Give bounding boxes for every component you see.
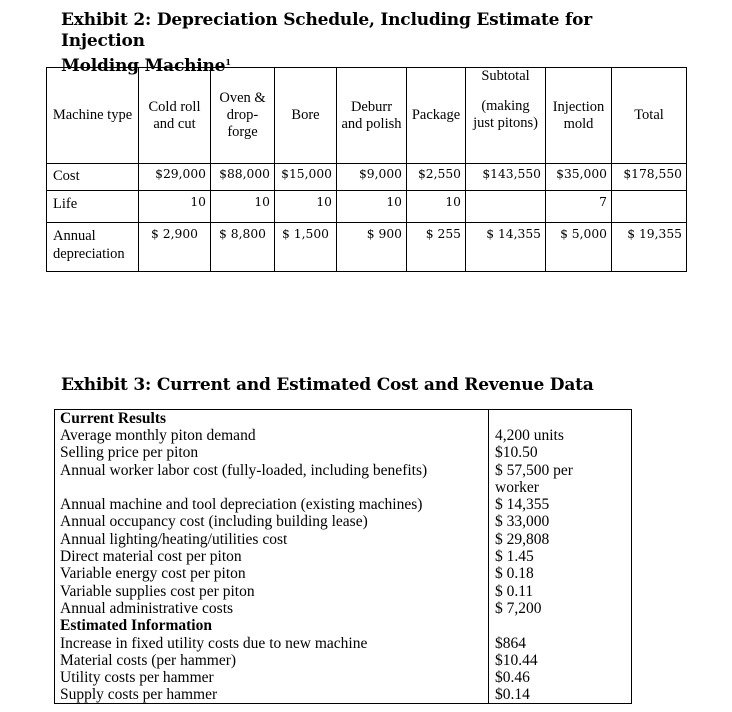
- table-row: [55, 565, 632, 582]
- cost-package: $2,550: [407, 164, 466, 191]
- cost-deburr: $9,000: [337, 164, 407, 191]
- row-value: 4,200 units: [489, 427, 632, 444]
- annual-bore: $ 1,500: [275, 223, 337, 272]
- footnote-marker: 1: [225, 57, 231, 67]
- life-bore: 10: [275, 191, 337, 223]
- cost-subtotal: $143,550: [466, 164, 546, 191]
- table-row: [55, 513, 632, 530]
- annual-label: Annual depreciation: [47, 223, 139, 272]
- annual-injection: $ 5,000: [546, 223, 612, 272]
- exhibit-3-title: Exhibit 3: Current and Estimated Cost and Revenue Data: [61, 375, 594, 395]
- life-label: Life: [47, 191, 139, 223]
- cost-revenue-table: [54, 409, 632, 704]
- header-cold-roll: Cold roll and cut: [139, 68, 211, 164]
- table-row: [55, 531, 632, 548]
- row-label: Annual administrative costs: [55, 600, 489, 617]
- life-row: [47, 191, 687, 223]
- current-results-heading: Current Results: [55, 410, 489, 428]
- row-value: $ 7,200: [489, 600, 632, 617]
- row-value: $864: [489, 635, 632, 652]
- table-row: [55, 462, 632, 479]
- life-deburr: 10: [337, 191, 407, 223]
- row-label: Utility costs per hammer: [55, 669, 489, 686]
- row-label: Direct material cost per piton: [55, 548, 489, 565]
- row-value: $ 0.18: [489, 565, 632, 582]
- header-injection: Injection mold: [546, 68, 612, 164]
- table-row: [55, 600, 632, 617]
- row-value: $0.46: [489, 669, 632, 686]
- annual-deburr: $ 900: [337, 223, 407, 272]
- table-row: [55, 583, 632, 600]
- life-cold-roll: 10: [139, 191, 211, 223]
- row-label: Increase in fixed utility costs due to new machine: [55, 635, 489, 652]
- header-bore: Bore: [275, 68, 337, 164]
- header-oven: Oven & drop-forge: [211, 68, 275, 164]
- row-label: Average monthly piton demand: [55, 427, 489, 444]
- row-value: $ 0.11: [489, 583, 632, 600]
- row-value: $10.50: [489, 444, 632, 461]
- cost-row: [47, 164, 687, 191]
- cost-oven: $88,000: [211, 164, 275, 191]
- annual-depreciation-row: [47, 223, 687, 272]
- life-injection: 7: [546, 191, 612, 223]
- row-value: $ 29,808: [489, 531, 632, 548]
- row-label: Annual machine and tool depreciation (existing machines): [55, 496, 489, 513]
- cost-total: $178,550: [612, 164, 687, 191]
- row-value: $ 14,355: [489, 496, 632, 513]
- table-row: [55, 652, 632, 669]
- life-oven: 10: [211, 191, 275, 223]
- row-value: $10.44: [489, 652, 632, 669]
- row-label: Annual occupancy cost (including building lease): [55, 513, 489, 530]
- table-row: [55, 548, 632, 565]
- row-value: $ 33,000: [489, 513, 632, 530]
- estimated-information-heading: Estimated Information: [55, 617, 489, 634]
- current-results-header-row: [55, 410, 632, 428]
- exhibit-2-title-line2: Molding Machine: [61, 56, 226, 76]
- header-row: [47, 68, 687, 164]
- annual-subtotal: $ 14,355: [466, 223, 546, 272]
- annual-oven: $ 8,800: [211, 223, 275, 272]
- annual-total: $ 19,355: [612, 223, 687, 272]
- header-subtotal-label: Subtotal: [481, 68, 530, 84]
- header-subtotal-note: (making just pitons): [473, 98, 538, 131]
- estimated-information-header-row: [55, 617, 632, 634]
- annual-package: $ 255: [407, 223, 466, 272]
- depreciation-table: [46, 67, 687, 272]
- life-total: [612, 191, 687, 223]
- row-label: Selling price per piton: [55, 444, 489, 461]
- table-row: [55, 669, 632, 686]
- table-row: [55, 635, 632, 652]
- row-label: Annual lighting/heating/utilities cost: [55, 531, 489, 548]
- header-machine-type: Machine type: [47, 68, 139, 164]
- table-row: [55, 427, 632, 444]
- row-label: Supply costs per hammer: [55, 686, 489, 704]
- cost-bore: $15,000: [275, 164, 337, 191]
- table-row: [55, 686, 632, 704]
- table-row: [55, 496, 632, 513]
- row-value: $ 1.45: [489, 548, 632, 565]
- table-row: [55, 444, 632, 461]
- row-label: Variable energy cost per piton: [55, 565, 489, 582]
- row-value: $ 57,500 per worker: [489, 462, 632, 497]
- header-total: Total: [612, 68, 687, 164]
- life-subtotal: [466, 191, 546, 223]
- cost-label: Cost: [47, 164, 139, 191]
- header-deburr: Deburr and polish: [337, 68, 407, 164]
- row-label: Variable supplies cost per piton: [55, 583, 489, 600]
- row-label: Material costs (per hammer): [55, 652, 489, 669]
- row-value: $0.14: [489, 686, 632, 704]
- cost-cold-roll: $29,000: [139, 164, 211, 191]
- header-package: Package: [407, 68, 466, 164]
- cost-injection: $35,000: [546, 164, 612, 191]
- row-label: Annual worker labor cost (fully-loaded, including benefits): [55, 462, 489, 479]
- life-package: 10: [407, 191, 466, 223]
- header-subtotal: [466, 68, 546, 164]
- exhibit-2-title-line1: Exhibit 2: Depreciation Schedule, Including Estimate for Injection: [61, 10, 593, 51]
- annual-cold-roll: $ 2,900: [139, 223, 211, 272]
